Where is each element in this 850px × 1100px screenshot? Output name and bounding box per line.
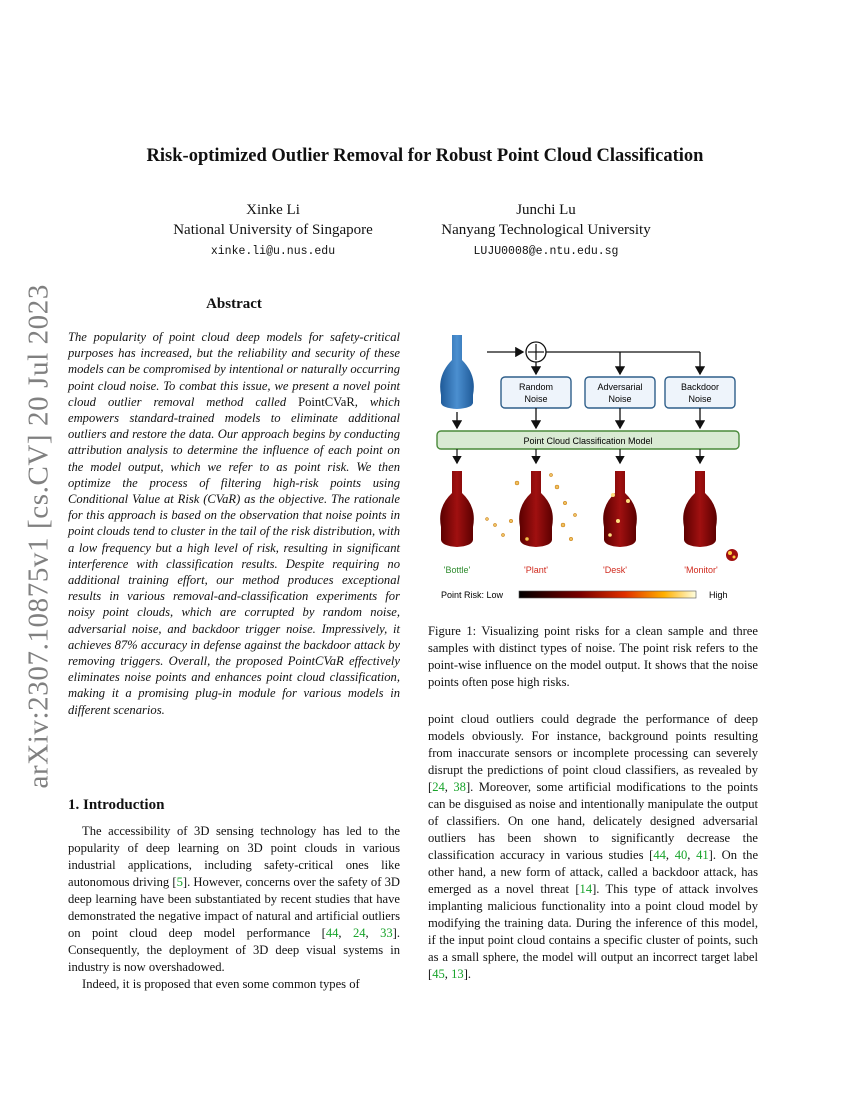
risk-bottle-random bbox=[519, 471, 553, 547]
box-label: Noise bbox=[688, 394, 712, 404]
box-label: Backdoor bbox=[680, 382, 720, 392]
citation-link[interactable]: 24 bbox=[432, 780, 445, 794]
abstract-part: , which empowers standard-trained models to eliminate additional outliers and restore the data. Our approach begins by conducting attribution analysis to determine the influence of each point on the model output, which we refer to as point risk. We then optimize the process of filtering high-risk points using Conditional Value at Risk (CVaR) as the objective. The rationale for this approach is based on the observation that noise points in point clouds tend to cluster in the tail of the risk distribution, with a low frequency but a high level of risk, resulting in significant interference with classification results. Despite requiring no additional training effort, our method produces exceptional results in various removal-and-classification experiments for noisy point clouds, which are corrupted by random noise, adversarial noise, and backdoor trigger noise. Impressively, it achieves 87% accuracy in defense against the backdoor attack by removing triggers. Overall, the proposed PointCVaR effectively eliminates noise points and enhances point cloud classification, making it a promising plug-in module for various models in different scenarios. bbox=[68, 394, 400, 717]
text: The accessibility of 3D sensing technology has led to the popularity of deep learning on 3D point clouds in various industrial applications, including safety-critical ones like autonomous driving [ bbox=[68, 824, 400, 889]
prediction-label-monitor: 'Monitor' bbox=[684, 565, 718, 575]
citation-link[interactable]: 33 bbox=[380, 926, 393, 940]
method-name: PointCVaR bbox=[298, 394, 355, 409]
citation-link[interactable]: 5 bbox=[176, 875, 183, 889]
author-block-1 bbox=[148, 201, 398, 262]
author-affiliation: Nanyang Technological University bbox=[441, 221, 651, 238]
figure-caption: Figure 1: Visualizing point risks for a clean sample and three samples with distinct types of noise. The point risk refers to the point-wise influence on the model output. It shows that the noise points often pose high risks. bbox=[428, 624, 758, 689]
text: ]. On the other hand, a new form of attack, called a backdoor attack, has emerged as a novel threat [ bbox=[428, 848, 759, 896]
prediction-label-bottle: 'Bottle' bbox=[443, 565, 471, 575]
box-label: Noise bbox=[608, 394, 632, 404]
citation-link[interactable]: 13 bbox=[451, 967, 464, 981]
figure-1 bbox=[425, 325, 765, 610]
author-email[interactable]: xinke.li@u.nus.edu bbox=[210, 245, 336, 258]
author-affiliation: National University of Singapore bbox=[173, 221, 373, 238]
author-name: Xinke Li bbox=[246, 202, 300, 218]
citation-link[interactable]: 24 bbox=[352, 926, 366, 940]
text: ]. Consequently, the deployment of 3D deep visual systems in industry is now overshadowed. bbox=[68, 926, 400, 974]
abstract-part: The popularity of point cloud deep models for safety-critical purposes has increased, but the reliability and security of these models can be compromised by intentional or naturally occurring point cloud noise. To combat this issue, we present a novel point cloud outlier removal method called bbox=[68, 330, 400, 409]
section-heading-introduction: 1. Introduction bbox=[68, 797, 165, 813]
abstract-heading: Abstract bbox=[206, 296, 262, 312]
citation-link[interactable]: 41 bbox=[696, 848, 709, 862]
prediction-label-desk: 'Desk' bbox=[603, 565, 627, 575]
abstract-text bbox=[68, 329, 400, 718]
box-label: Noise bbox=[524, 394, 548, 404]
risk-low-label: Point Risk: Low bbox=[441, 590, 504, 600]
risk-bottle-backdoor bbox=[683, 471, 717, 547]
text: ]. Moreover, some artificial modifications to the points can be disguised as noise and intentionally manipulate the output of classifiers. On one hand, delicately designed adversarial outliers has been shown to significantly decrease the classification accuracy in various studies [ bbox=[428, 780, 759, 862]
citation-link[interactable]: 38 bbox=[453, 780, 466, 794]
text: ]. bbox=[463, 967, 472, 981]
risk-colorbar bbox=[519, 591, 696, 598]
arxiv-stamp: arXiv:2307.10875v1 [cs.CV] 20 Jul 2023 bbox=[22, 284, 55, 789]
citation-link[interactable]: 44 bbox=[653, 848, 666, 862]
intro-body bbox=[68, 823, 400, 993]
right-column-body: point cloud outliers could degrade the performance of deep models obviously. For instance, background points resulting from inaccurate sensors or incomplete processing can severely disrupt the predictions of point cloud classifiers, as revealed by [24, 38]. Moreover, some artificial modifications to the points can be disguised as noise and intentionally manipulate the output of classifiers. On one hand, delicately designed adversarial outliers has been shown to significantly decrease the classification accuracy in various studies [44, 40, 41]. On the other hand, a new form of attack, called a backdoor attack, has emerged as a novel threat [14]. This type of attack involves implanting malicious functionality into a point cloud model by modifying the training data. During the inference of this model, if the input point cloud contains a specific cluster of points, such as a small sphere, the model will output an incorrect target label [45, 13]. bbox=[428, 712, 759, 981]
author-name: Junchi Lu bbox=[516, 202, 576, 218]
paper-title: Risk-optimized Outlier Removal for Robust Point Cloud Classification bbox=[146, 146, 704, 166]
risk-high-label: High bbox=[709, 590, 728, 600]
text: point cloud outliers could degrade the performance of deep models obviously. For instance, background points resulting from inaccurate sensors or incomplete processing can severely disrupt the predictions of point cloud classifiers, as revealed by [ bbox=[428, 712, 758, 794]
clean-bottle-pointcloud bbox=[440, 335, 474, 409]
author-email[interactable]: LUJU0008@e.ntu.edu.sg bbox=[473, 245, 619, 258]
author-block-2 bbox=[420, 201, 672, 262]
risk-bottle-clean bbox=[440, 471, 474, 547]
model-label: Point Cloud Classification Model bbox=[523, 436, 653, 446]
paragraph: Indeed, it is proposed that even some common types of bbox=[82, 977, 360, 991]
paragraph: The accessibility of 3D sensing technology has led to the popularity of deep learning on 3D point clouds in various industrial applications, including safety-critical ones like autonomous driving [5]. However, concerns over the safety of 3D deep learning have been substantiated by recent studies that have demonstrated the negative impact of natural and artificial outliers on point cloud deep model performance [44, 24, 33]. Consequently, the deployment of 3D deep visual systems in industry is now overshadowed. bbox=[68, 824, 401, 974]
risk-bottle-adversarial bbox=[603, 471, 637, 547]
box-label: Random bbox=[518, 382, 554, 392]
box-label: Adversarial bbox=[597, 382, 643, 392]
citation-link[interactable]: 14 bbox=[579, 882, 593, 896]
text: ]. However, concerns over the safety of 3D deep learning have been substantiated by recent studies that have demonstrated the negative impact of natural and artificial outliers on point cloud deep model performance [ bbox=[68, 875, 401, 940]
citation-link[interactable]: 44 bbox=[325, 926, 339, 940]
citation-link[interactable]: 45 bbox=[432, 967, 445, 981]
text: ]. This type of attack involves implanting malicious functionality into a point cloud model by modifying the training data. During the inference of this model, if the input point cloud contains a specific cluster of points, such as a small sphere, the model will output an incorrect target label [ bbox=[428, 882, 758, 981]
backdoor-trigger-sphere bbox=[726, 549, 738, 561]
citation-link[interactable]: 40 bbox=[674, 848, 688, 862]
prediction-label-plant: 'Plant' bbox=[524, 565, 548, 575]
